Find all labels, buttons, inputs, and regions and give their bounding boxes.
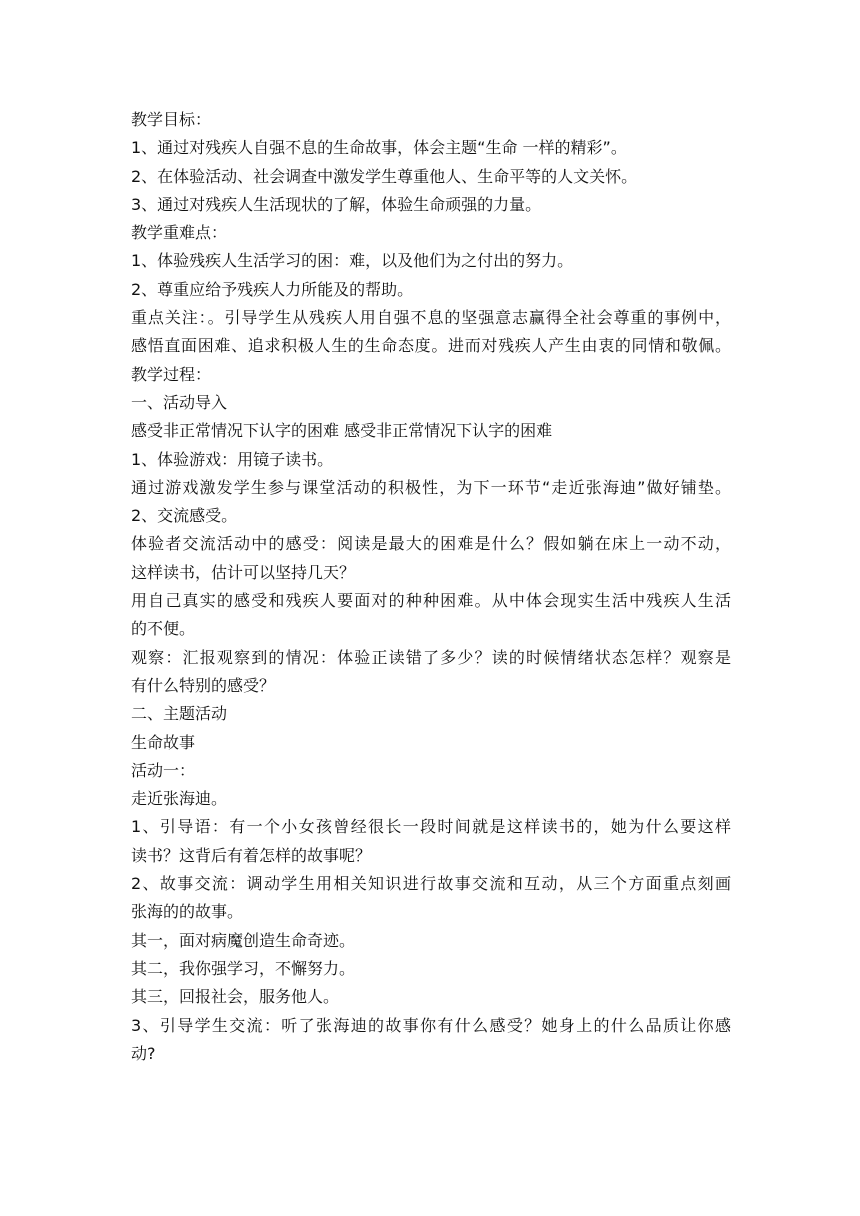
text-line: 读书？这背后有着怎样的故事呢？ xyxy=(131,845,372,865)
text-line: 观察：汇报观察到的情况：体验正读错了多少？读的时候情绪状态怎样？观察是 xyxy=(131,647,731,667)
text-line: 1、引导语：有一个小女孩曾经很长一段时间就是这样读书的，她为什么要这样 xyxy=(131,817,731,837)
text-line: 其二，我你强学习，不懈努力。 xyxy=(131,958,356,978)
text-line: 二、主题活动 xyxy=(131,704,228,724)
text-line: 其三，回报社会，服务他人。 xyxy=(131,987,340,1007)
text-line: 体验者交流活动中的感受：阅读是最大的困难是什么？假如躺在床上一动不动， xyxy=(131,534,731,554)
text-line: 教学过程： xyxy=(131,364,212,384)
text-line: 动? xyxy=(131,1043,156,1063)
text-line: 这样读书，估计可以坚持几天？ xyxy=(131,562,356,582)
text-line: 生命故事 xyxy=(131,732,196,752)
text-line: 2、故事交流：调动学生用相关知识进行故事交流和互动，从三个方面重点刻画 xyxy=(131,874,731,894)
text-line: 2、尊重应给予残疾人力所能及的帮助。 xyxy=(131,279,414,299)
text-line: 教学重难点： xyxy=(131,223,228,243)
text-line: 的不便。 xyxy=(131,619,196,639)
text-line: 2、交流感受。 xyxy=(131,506,238,526)
text-line: 活动一： xyxy=(131,760,196,780)
text-line: 一、活动导入 xyxy=(131,392,228,412)
text-line: 其一，面对病魔创造生命奇迹。 xyxy=(131,930,356,950)
text-line: 有什么特别的感受？ xyxy=(131,675,276,695)
text-line: 走近张海迪。 xyxy=(131,789,228,809)
document-body xyxy=(131,106,731,1068)
text-line: 感受非正常情况下认字的困难 感受非正常情况下认字的困难 xyxy=(131,421,553,441)
text-line: 1、体验游戏：用镜子读书。 xyxy=(131,449,334,469)
text-line: 3、引导学生交流：听了张海迪的故事你有什么感受？她身上的什么品质让你感 xyxy=(131,1015,731,1035)
text-line: 用自己真实的感受和残疾人要面对的种种困难。从中体会现实生活中残疾人生活 xyxy=(131,591,731,611)
text-line: 2、在体验活动、社会调查中激发学生尊重他人、生命平等的人文关怀。 xyxy=(131,166,638,186)
text-line: 教学目标： xyxy=(131,110,212,129)
text-line: 张海的的故事。 xyxy=(131,902,244,922)
text-line: 3、通过对残疾人生活现状的了解，体验生命顽强的力量。 xyxy=(131,194,542,214)
text-line: 1、体验残疾人生活学习的困：难，以及他们为之付出的努力。 xyxy=(131,251,574,271)
text-line: 通过游戏激发学生参与课堂活动的积极性，为下一环节“走近张海迪”做好铺垫。 xyxy=(131,477,731,497)
text-line: 1、通过对残疾人自强不息的生命故事，体会主题“生命 一样的精彩”。 xyxy=(131,138,627,158)
text-line: 重点关注：。引导学生从残疾人用自强不息的坚强意志赢得全社会尊重的事例中， xyxy=(131,308,731,328)
text-line: 感悟直面困难、追求积极人生的生命态度。进而对残疾人产生由衷的同情和敬佩。 xyxy=(131,336,731,356)
